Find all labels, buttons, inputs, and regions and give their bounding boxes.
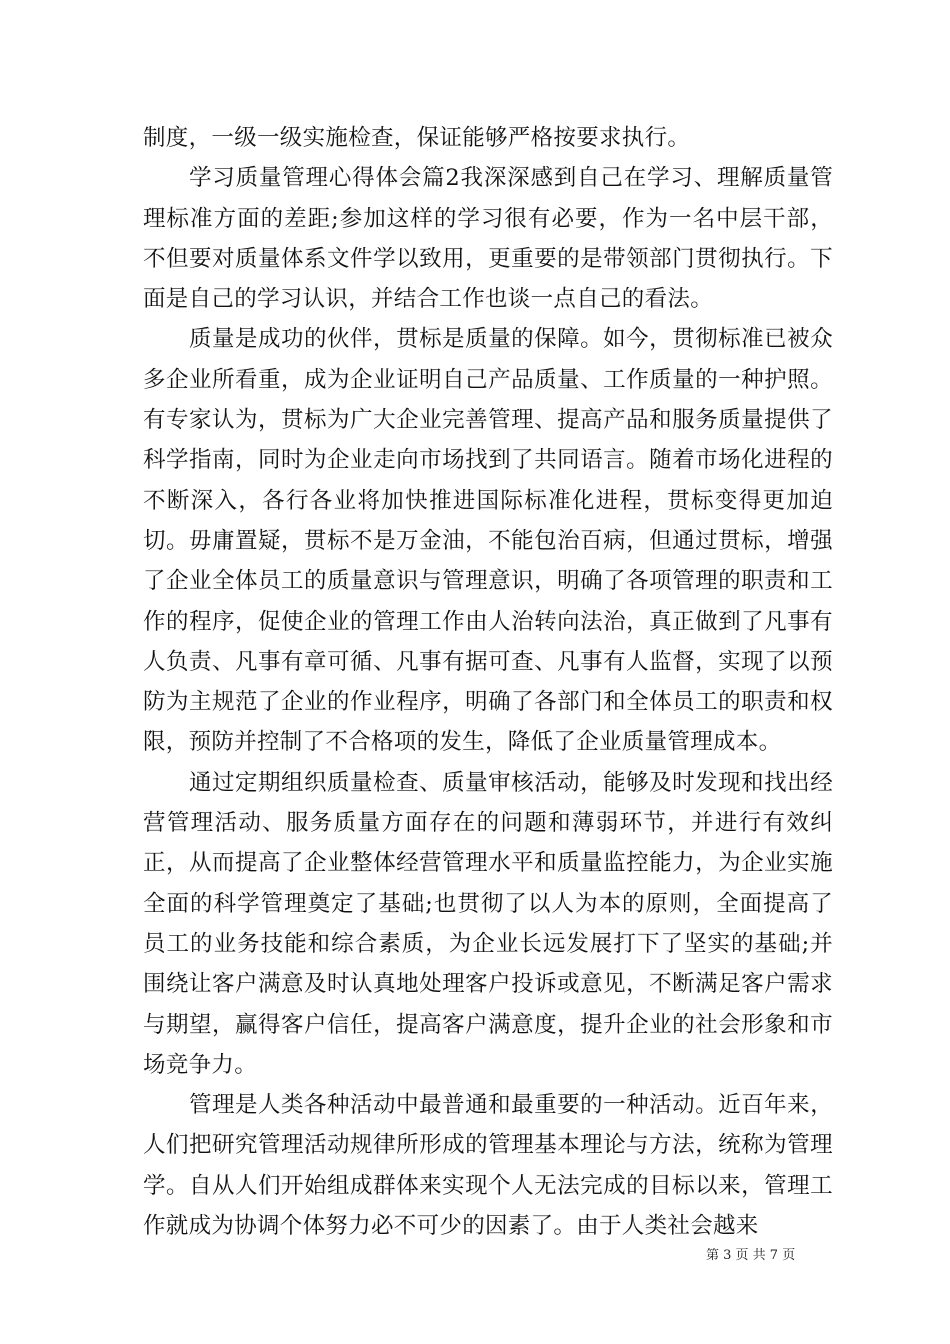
page-number-footer: 第 3 页 共 7 页 <box>706 1248 796 1263</box>
paragraph: 管理是人类各种活动中最普通和最重要的一种活动。近百年来，人们把研究管理活动规律所形成的管理基本理论与方法，统称为管理学。自从人们开始组成群体来实现个人无法完成的目标以来，管理工作就成为协调个体努力必不可少的因素了。由于人类社会越来 <box>143 1092 833 1240</box>
paragraph: 通过定期组织质量检查、质量审核活动，能够及时发现和找出经营管理活动、服务质量方面存在的问题和薄弱环节，并进行有效纠正，从而提高了企业整体经营管理水平和质量监控能力，为企业实施全面的科学管理奠定了基础;也贯彻了以人为本的原则，全面提高了员工的业务技能和综合素质，为企业长远发展打下了坚实的基础;并围绕让客户满意及时认真地处理客户投诉或意见，不断满足客户需求与期望，赢得客户信任，提高客户满意度，提升企业的社会形象和市场竞争力。 <box>143 769 833 1078</box>
paragraph: 学习质量管理心得体会篇2我深深感到自己在学习、理解质量管理标准方面的差距;参加这样的学习很有必要，作为一名中层干部，不但要对质量体系文件学以致用，更重要的是带领部门贯彻执行。下面是自己的学习认识，并结合工作也谈一点自己的看法。 <box>143 165 833 313</box>
paragraph-continued: 制度，一级一级实施检查，保证能够严格按要求执行。 <box>143 125 691 151</box>
document-body <box>143 118 833 1246</box>
paragraph: 质量是成功的伙伴，贯标是质量的保障。如今，贯彻标准已被众多企业所看重，成为企业证明自己产品质量、工作质量的一种护照。有专家认为，贯标为广大企业完善管理、提高产品和服务质量提供了科学指南，同时为企业走向市场找到了共同语言。随着市场化进程的不断深入，各行各业将加快推进国际标准化进程，贯标变得更加迫切。毋庸置疑，贯标不是万金油，不能包治百病，但通过贯标，增强了企业全体员工的质量意识与管理意识，明确了各项管理的职责和工作的程序，促使企业的管理工作由人治转向法治，真正做到了凡事有人负责、凡事有章可循、凡事有据可查、凡事有人监督，实现了以预防为主规范了企业的作业程序，明确了各部门和全体员工的职责和权限，预防并控制了不合格项的发生，降低了企业质量管理成本。 <box>143 326 833 756</box>
